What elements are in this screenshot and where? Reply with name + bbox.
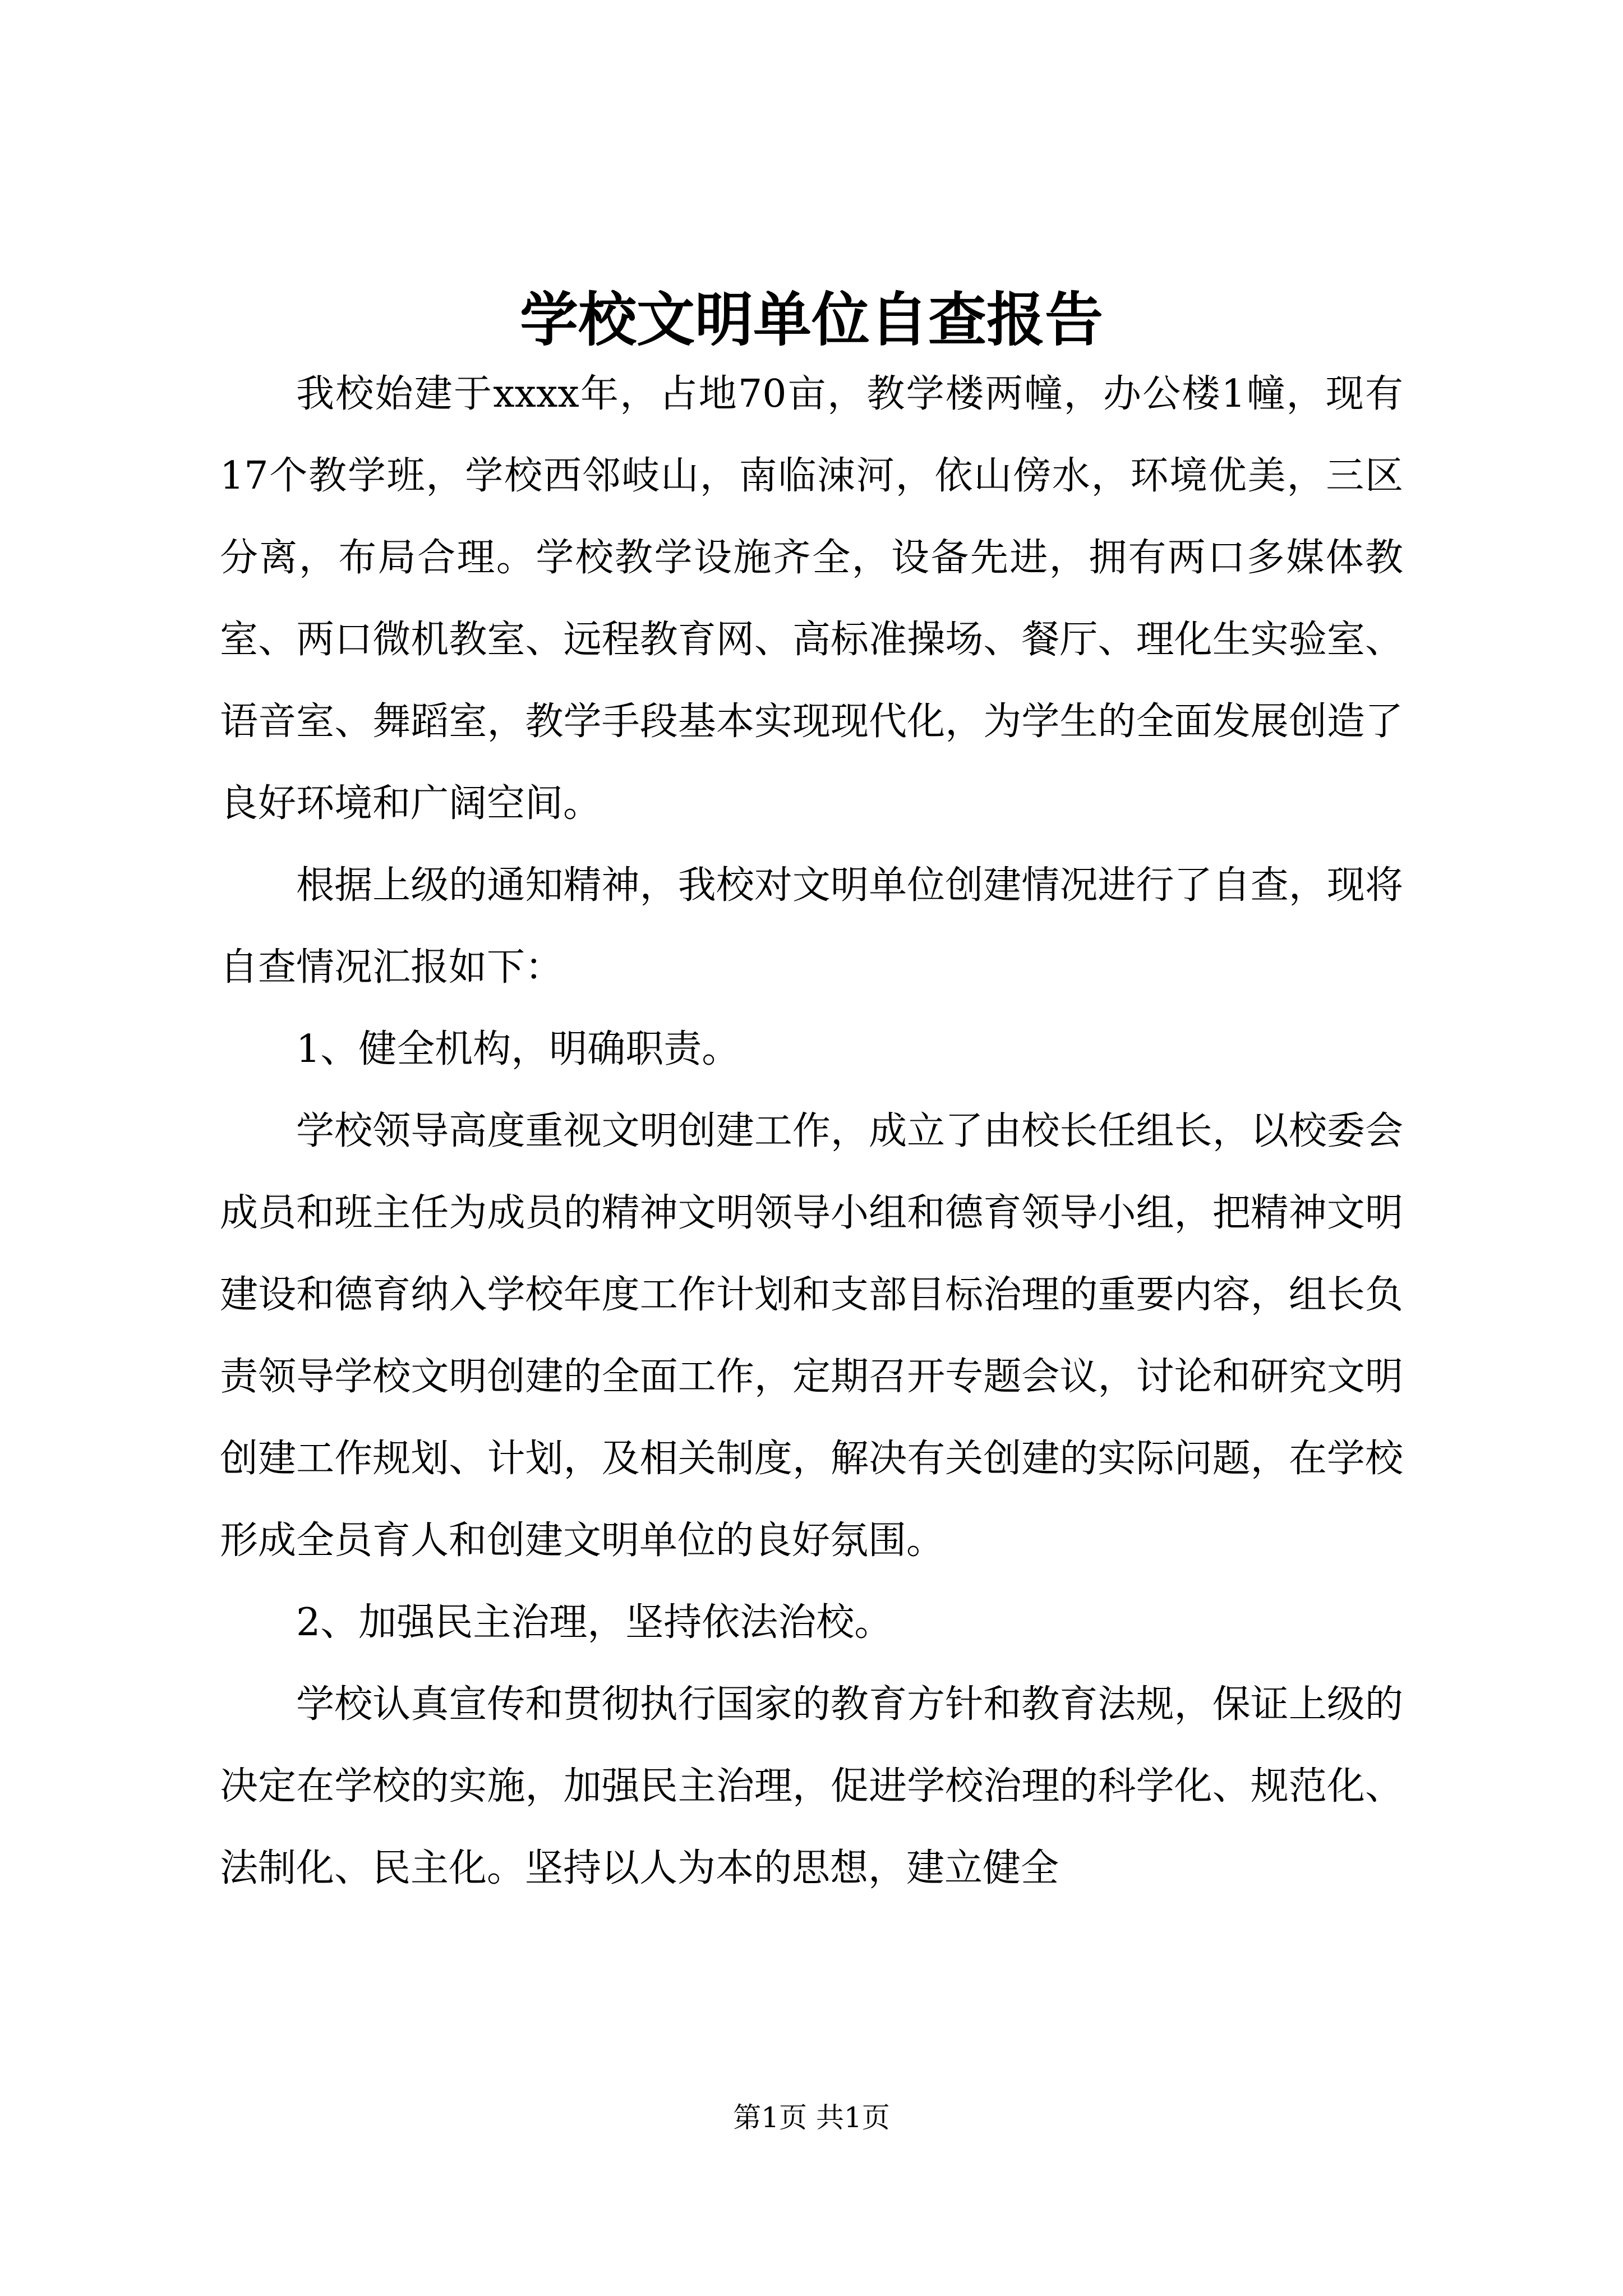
page-footer: 第1页 共1页: [733, 2101, 890, 2134]
section-heading-2: 2、加强民主治理，坚持依法治校。: [296, 1600, 893, 1645]
section-heading-1: 1、健全机构，明确职责。: [296, 1027, 740, 1071]
document-body: [220, 353, 1403, 1910]
document-title: 学校文明单位自查报告: [519, 285, 1103, 354]
paragraph-organization: 学校领导高度重视文明创建工作，成立了由校长任组长，以校委会成员和班主任为成员的精神文明领导小组和德育领导小组，把精神文明建设和德育纳入学校年度工作计划和支部目标治理的重要内容，组长负责领导学校文明创建的全面工作，定期召开专题会议，讨论和研究文明创建工作规划、计划，及相关制度，解决有关创建的实际问题，在学校形成全员育人和创建文明单位的良好氛围。: [220, 1109, 1403, 1563]
paragraph-democratic-management: 学校认真宣传和贯彻执行国家的教育方针和教育法规，保证上级的决定在学校的实施，加强民主治理，促进学校治理的科学化、规范化、法制化、民主化。坚持以人为本的思想，建立健全: [220, 1682, 1403, 1890]
paragraph-self-inspection-intro: 根据上级的通知精神，我校对文明单位创建情况进行了自查，现将自查情况汇报如下：: [220, 863, 1403, 990]
paragraph-school-overview: 我校始建于xxxx年，占地70亩，教学楼两幢，办公楼1幢，现有17个教学班，学校西邻岐山，南临涑河，依山傍水，环境优美，三区分离，布局合理。学校教学设施齐全，设备先进，拥有两口多媒体教室、两口微机教室、远程教育网、高标准操场、餐厅、理化生实验室、语音室、舞蹈室，教学手段基本实现现代化，为学生的全面发展创造了良好环境和广阔空间。: [220, 372, 1403, 826]
